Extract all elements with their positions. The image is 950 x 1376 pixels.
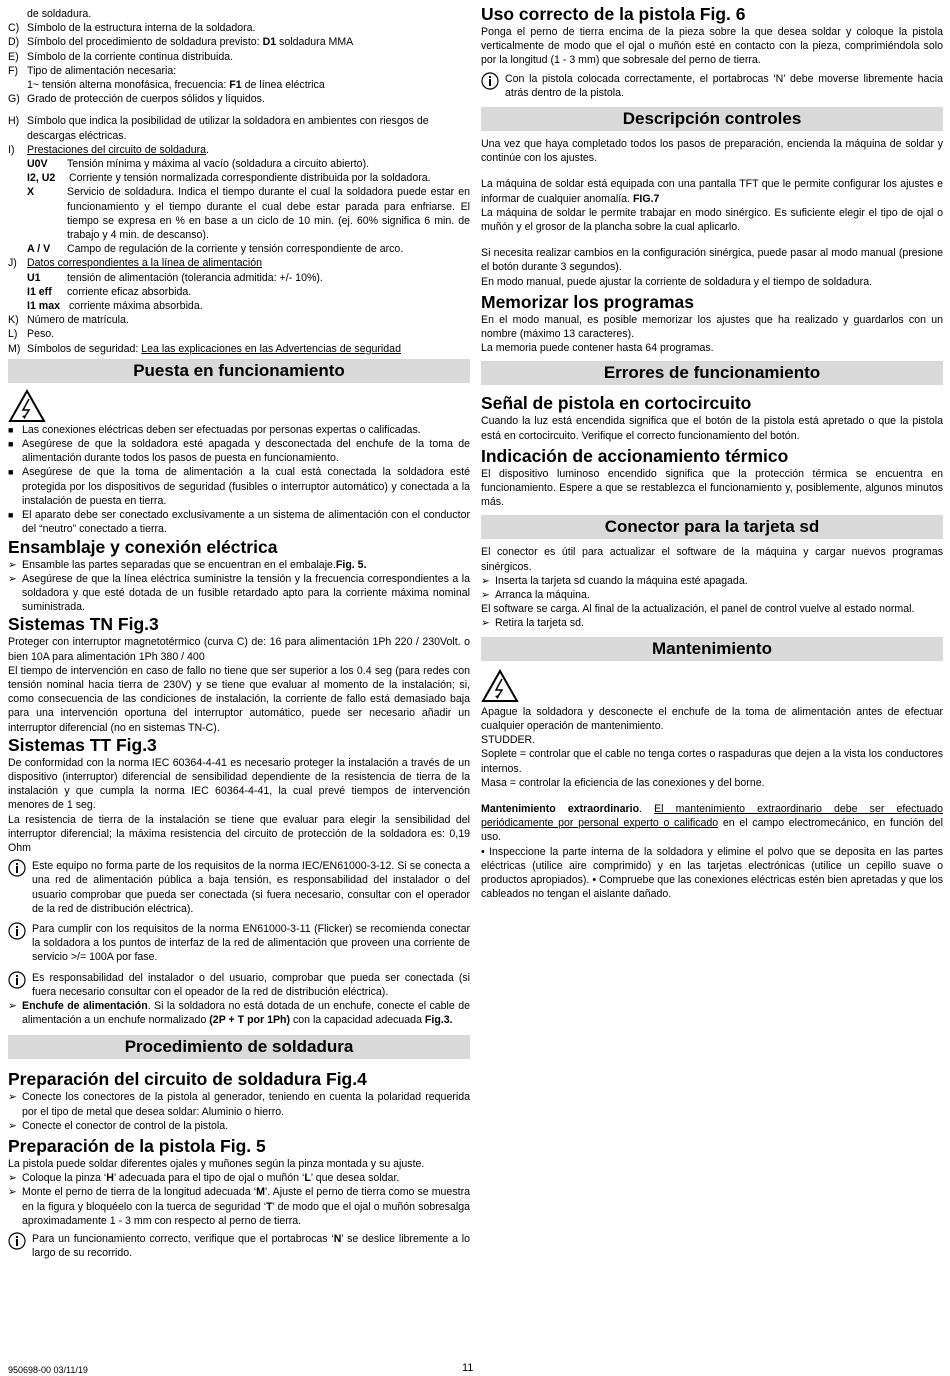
warning-icon (8, 383, 470, 423)
footer-code: 950698-00 03/11/19 (8, 1365, 88, 1375)
section-bar: Conector para la tarjeta sd (481, 515, 943, 539)
section-bar: Mantenimiento (481, 637, 943, 661)
paragraph: La máquina de soldar está equipada con una pantalla TFT que le permite configurar los ajustes e informar de cualquier anomalía. FIG.7 (481, 178, 943, 205)
section-heading: Preparación de la pistola Fig. 5 (8, 1136, 266, 1156)
spec-row: U1 tensión de alimentación (tolerancia admitida: +/- 10%). (27, 271, 323, 284)
left-column (8, 0, 470, 1260)
spec-row: I1 max corriente máxima absorbida. (27, 300, 203, 313)
paragraph: Mantenimiento extraordinario. El mantenimiento extraordinario debe ser efectuado periódicamente por personal experto o calificado en el campo electromecánico, en función del uso. (481, 802, 943, 844)
spec-row: A / V Campo de regulación de la corriente y tensión correspondiente de arco. (27, 243, 404, 256)
paragraph: Soplete = controlar que el cable no tenga cortes o raspaduras que dejen a la vista los conductores internos. (481, 748, 943, 775)
info-note: Con la pistola colocada correctamente, el portabrocas ‘N’ debe moverse libremente hacia atrás dentro de la pistola. (481, 72, 943, 100)
arrow-item: ➢ Conecte el conector de control de la pistola. (8, 1119, 229, 1132)
arrow-item: ➢ Enchufe de alimentación. Si la soldadora no está dotada de un enchufe, conecte el cable de alimentación a un enchufe normalizado (2P + T por 1Ph) con la capacidad adecuada Fig.3. (8, 999, 470, 1027)
paragraph: Proteger con interruptor magnetotérmico (curva C) de: 16 para alimentación 1Ph 220 / 230Volt. o bien 10A para alimentación 1Ph 380 / 400 (8, 636, 470, 663)
paragraph: Si necesita realizar cambios en la configuración sinérgica, puede pasar al modo manual (presione el botón durante 3 segundos). (481, 247, 943, 274)
text-line: de soldadura. (27, 8, 92, 20)
info-note: Para un funcionamiento correcto, verifique que el portabrocas ‘N’ se deslice libremente a lo largo de su recorrido. (8, 1232, 470, 1260)
label-item: J) Datos correspondientes a la línea de alimentación (8, 257, 262, 270)
paragraph: Cuando la luz está encendida significa que el botón de la pistola está apretado o que la pistola está en cortocircuito. Verifique el correcto funcionamiento del botón. (481, 415, 943, 442)
info-icon (8, 1232, 32, 1260)
info-note: Para cumplir con los requisitos de la norma EN61000-3-11 (Flicker) se recomienda conectar la soldadora a los puntos de interfaz de la red de alimentación que proveen una corriente de servicio >/= 100A por fase. (8, 922, 470, 965)
paragraph: En el modo manual, es posible memorizar los ajustes que ha realizado y guardarlos con un nombre (máximo 13 caracteres). (481, 313, 943, 341)
paragraph: En modo manual, puede ajustar la corriente de soldadura y el tiempo de soldadura. (481, 275, 873, 288)
paragraph: El software se carga. Al final de la actualización, el panel de control vuelve al estado normal. (481, 603, 915, 616)
paragraph: Apague la soldadora y desconecte el enchufe de la toma de alimentación antes de efectuar cualquier operación de mantenimiento. (481, 705, 943, 732)
arrow-item: ➢ Coloque la pinza ‘H’ adecuada para el tipo de ojal o muñón ‘L’ que desea soldar. (8, 1172, 400, 1185)
label-item: M) Símbolos de seguridad: Lea las explicaciones en las Advertencias de seguridad (8, 342, 401, 355)
arrow-item: ➢ Asegúrese de que la línea eléctrica suministre la tensión y la frecuencia correspondientes a la soldadora y que esté dotada de un fusible retardado apto para la corriente máxima nominal suministrada. (8, 572, 470, 614)
spec-row: I2, U2 Corriente y tensión normalizada correspondiente distribuida por la soldadora. (27, 172, 431, 185)
arrow-item: ➢ Monte el perno de tierra de la longitud adecuada ‘M’. Ajuste el perno de tierra como se muestra en la figura y bloquéelo con la tuerca de seguridad ‘T’ de modo que el ojal o muñón sobresalga aproximadamente 1 - 3 mm con respecto al perno de tierra. (8, 1186, 470, 1227)
paragraph: De conformidad con la norma IEC 60364-4-41 es necesario proteger la instalación a través de un dispositivo (interruptor) diferencial de sensibilidad dependiente de la resistencia de tierra de la instalación y que cumpla la norma IEC 60364-4-41, la cual prevé tiempos de intervención menores de 1 seg. (8, 756, 470, 812)
label-item: I) Prestaciones del circuito de soldadura. (8, 143, 209, 156)
paragraph: El conector es útil para actualizar el software de la máquina y cargar nuevos programas sinérgicos. (481, 546, 943, 573)
section-bar: Descripción controles (481, 107, 943, 131)
section-bar: Puesta en funcionamiento (8, 359, 470, 383)
paragraph: Ponga el perno de tierra encima de la pieza sobre la que desea soldar y coloque la pistola verticalmente de modo que el ojal o muñón esté en contacto con la pieza, comprimiéndola solo por la longitud (1 - 3 mm) que sobresale del perno de tierra. (481, 26, 943, 67)
section-heading: Preparación del circuito de soldadura Fig.4 (8, 1069, 367, 1090)
arrow-item: ➢ Retira la tarjeta sd. (481, 617, 584, 630)
bullet-item: ■ Asegúrese de que la soldadora esté apagada y desconectada del enchufe de la toma de alimentación durante todos los pasos de puesta en funcionamiento. (8, 438, 470, 465)
info-note: Este equipo no forma parte de los requisitos de la norma IEC/EN61000-3-12. Si se conecta a una red de alimentación pública a baja tensión, es responsabilidad del instalador o del usuario comprobar que pueda ser conectada (si fuera necesario, consultar con el operador de la red de distribución eléctrica). (8, 859, 470, 916)
label-item: F) Tipo de alimentación necesaria: (8, 64, 177, 77)
section-bar: Errores de funcionamiento (481, 361, 943, 385)
paragraph: Masa = controlar la eficiencia de las conexiones y del borne. (481, 776, 765, 789)
bullet-list (8, 423, 470, 537)
bullet-item: ■ Las conexiones eléctricas deben ser efectuadas por personas expertas o calificadas. (8, 423, 421, 436)
section-heading: Sistemas TT Fig.3 (8, 734, 157, 755)
info-icon (481, 72, 505, 100)
info-icon (8, 859, 32, 916)
page-number: 11 (462, 1362, 474, 1374)
label-item: L) Peso. (8, 328, 55, 341)
info-note: Es responsabilidad del instalador o del usuario, comprobar que pueda ser conectada (si fuera necesario consultar con el opeador de la red de distribución eléctrica). (8, 971, 470, 999)
section-heading: Ensamblaje y conexión eléctrica (8, 536, 278, 557)
spec-row: I1 eff corriente eficaz absorbida. (27, 285, 192, 298)
paragraph: La máquina de soldar le permite trabajar en modo sinérgico. Es suficiente elegir el tipo de ojal o muñón y el grosor de la plancha sobre la cual aplicarlo. (481, 206, 943, 234)
label-item: K) Número de matrícula. (8, 314, 129, 327)
section-heading: Indicación de accionamiento térmico (481, 445, 789, 466)
bullet-item: ■ El aparato debe ser conectado exclusivamente a un sistema de alimentación con el conductor del “neutro” conectado a tierra. (8, 509, 470, 536)
paragraph: • Inspeccione la parte interna de la soldadora y elimine el polvo que se deposita en las partes eléctricas (utilice aire comprimido) y en las tarjetas electrónicas (utilice un cepillo suave o productos apropiados). • Compruebe que las conexiones eléctricas estén bien apretadas y que los cableados no tengan el aislante dañado. (481, 845, 943, 901)
paragraph: STUDDER. (481, 734, 536, 747)
section-heading: Sistemas TN Fig.3 (8, 614, 159, 635)
arrow-item: ➢ Arranca la máquina. (481, 589, 590, 602)
spec-row: X Servicio de soldadura. Indica el tiempo durante el cual la soldadora puede estar en funcionamiento y el tiempo durante el cual debe estar parada para enfriarse. El tiempo se expresa en % en base a un ciclo de 10 min. (ej. 60% significa 6 min. de trabajo y 4 min. de descanso). (27, 186, 470, 242)
spec-row: U0V Tensión mínima y máxima al vacío (soldadura a circuito abierto). (27, 158, 370, 171)
paragraph: El tiempo de intervención en caso de fallo no tiene que ser superior a los 0.4 seg (para redes con tensión nominal hacia tierra de 230V) y se tiene que evaluar al momento de la instalación; si, como consecuencia de las condiciones de instalación, la corriente de fallo está demasiado baja para una intervención oportuna del interruptor automático, puede ser necesario añadir un interruptor diferencial (no en sistemas TN-C). (8, 664, 470, 734)
paragraph: La pistola puede soldar diferentes ojales y muñones según la pinza montada y su ajuste. (8, 1158, 425, 1170)
label-item: H) Símbolo que indica la posibilidad de utilizar la soldadora en ambientes con riesgos de descargas eléctricas. (8, 115, 429, 142)
section-heading: Memorizar los programas (481, 291, 694, 312)
text-line: 1~ tensión alterna monofásica, frecuencia: F1 de línea eléctrica (27, 79, 325, 92)
info-icon (8, 971, 32, 999)
label-item: C) Símbolo de la estructura interna de la soldadora. (8, 22, 256, 35)
section-bar: Procedimiento de soldadura (8, 1035, 470, 1059)
paragraph: El dispositivo luminoso encendido significa que la protección térmica se encuentra en funcionamiento. Espere a que se restablezca el funcionamiento y, posiblemente, algunos minutos más. (481, 467, 943, 509)
section-heading: Señal de pistola en cortocircuito (481, 393, 752, 414)
warning-icon (481, 661, 943, 705)
arrow-item: ➢ Inserta la tarjeta sd cuando la máquina esté apagada. (481, 574, 748, 587)
info-icon (8, 922, 32, 965)
paragraph: La memoria puede contener hasta 64 programas. (481, 342, 714, 355)
label-item: G) Grado de protección de cuerpos sólidos y líquidos. (8, 93, 265, 106)
label-item: D) Símbolo del procedimiento de soldadura previsto: D1 soldadura MMA (8, 36, 354, 49)
section-heading: Uso correcto de la pistola Fig. 6 (481, 4, 746, 24)
right-column (481, 0, 943, 901)
label-item: E) Símbolo de la corriente continua distribuida. (8, 50, 234, 63)
paragraph: La resistencia de tierra de la instalación se tiene que evaluar para elegir la sensibilidad del interruptor diferencial; la máxima resistencia del circuito de protección de la soldadora es: 0,19 Ohm (8, 813, 470, 854)
arrow-item: ➢ Conecte los conectores de la pistola al generador, teniendo en cuenta la polaridad requerida por el tipo de metal que desea soldar: Aluminio o hierro. (8, 1091, 470, 1118)
paragraph: Una vez que haya completado todos los pasos de preparación, encienda la máquina de soldar y continúe con los ajustes. (481, 138, 943, 165)
bullet-item: ■ Asegúrese de que la toma de alimentación a la cual está conectada la soldadora esté protegida por los dispositivos de seguridad (fusibles o interruptor automático) y conectada a la instalación de puesta en tierra. (8, 466, 470, 507)
arrow-item: ➢ Ensamble las partes separadas que se encuentran en el embalaje.Fig. 5. (8, 558, 367, 571)
